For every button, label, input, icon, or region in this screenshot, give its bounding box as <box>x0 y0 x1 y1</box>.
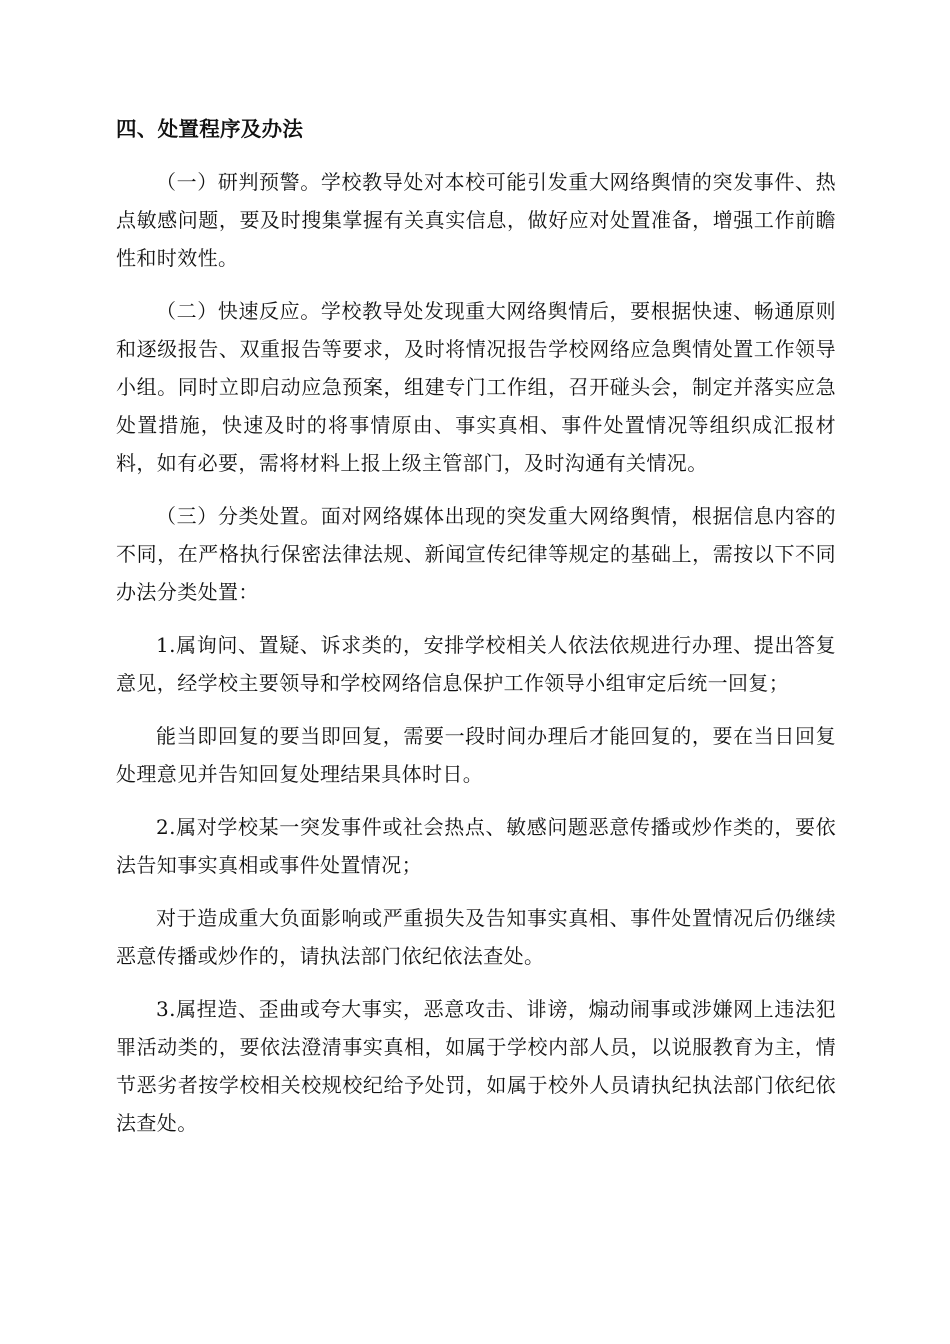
paragraph-item-1: 1.属询问、置疑、诉求类的，安排学校相关人依法依规进行办理、提出答复意见，经学校主要领导和学校网络信息保护工作领导小组审定后统一回复； <box>116 633 836 695</box>
section-heading: 四、处置程序及办法 <box>116 117 304 141</box>
paragraph-item-2-note: 对于造成重大负面影响或严重损失及告知事实真相、事件处置情况后仍继续恶意传播或炒作的，请执法部门依纪依法查处。 <box>116 906 836 968</box>
paragraph-item-1-note: 能当即回复的要当即回复，需要一段时间办理后才能回复的，要在当日回复处理意见并告知回复处理结果具体时日。 <box>116 724 836 786</box>
document-page <box>116 110 836 1157</box>
paragraph-rapid-response: （二）快速反应。学校教导处发现重大网络舆情后，要根据快速、畅通原则和逐级报告、双重报告等要求，及时将情况报告学校网络应急舆情处置工作领导小组。同时立即启动应急预案，组建专门工作组，召开碰头会，制定并落实应急处置措施，快速及时的将事情原由、事实真相、事件处置情况等组织成汇报材料，如有必要，需将材料上报上级主管部门，及时沟通有关情况。 <box>116 299 836 475</box>
paragraph-item-3: 3.属捏造、歪曲或夸大事实，恶意攻击、诽谤，煽动闹事或涉嫌网上违法犯罪活动类的，要依法澄清事实真相，如属于学校内部人员，以说服教育为主，情节恶劣者按学校相关校规校纪给予处罚，如属于校外人员请执纪执法部门依纪依法查处。 <box>116 997 836 1135</box>
paragraph-research-warning: （一）研判预警。学校教导处对本校可能引发重大网络舆情的突发事件、热点敏感问题，要及时搜集掌握有关真实信息，做好应对处置准备，增强工作前瞻性和时效性。 <box>116 170 836 270</box>
paragraph-item-2: 2.属对学校某一突发事件或社会热点、敏感问题恶意传播或炒作类的，要依法告知事实真相或事件处置情况； <box>116 815 836 877</box>
paragraph-classified-handling: （三）分类处置。面对网络媒体出现的突发重大网络舆情，根据信息内容的不同，在严格执行保密法律法规、新闻宣传纪律等规定的基础上，需按以下不同办法分类处置： <box>116 504 836 604</box>
